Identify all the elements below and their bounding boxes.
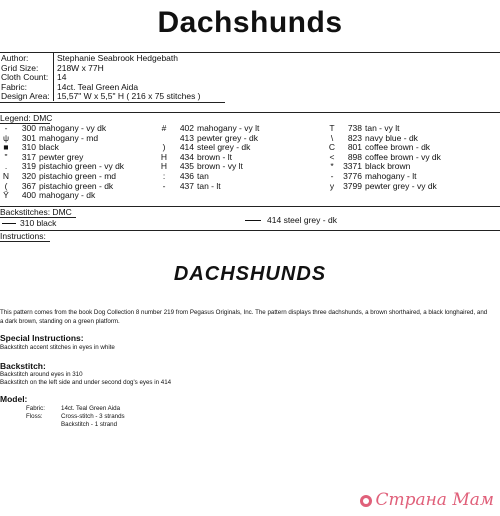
- legend-symbol: <: [329, 151, 335, 162]
- legend-color-name: navy blue - dk: [365, 132, 418, 143]
- legend-number: 3776: [343, 171, 362, 181]
- legend-number: 317: [21, 151, 36, 162]
- legend-item: [0, 191, 95, 201]
- info-label: Grid Size:: [1, 62, 39, 73]
- legend-number: 898: [347, 151, 362, 162]
- legend-number: 413: [179, 132, 194, 143]
- legend-color-name: mahogany - dk: [39, 190, 96, 201]
- legend-symbol: -: [4, 123, 8, 133]
- backstitch-num: 414: [267, 215, 282, 225]
- watermark: [360, 490, 494, 510]
- info-value: 15,57" W x 5,5" H ( 216 x 75 stitches ): [57, 91, 201, 101]
- legend-symbol: \: [330, 132, 334, 143]
- legend-number: 400: [21, 190, 36, 201]
- legend-number: 367: [21, 180, 36, 191]
- legend-number: 301: [21, 132, 36, 143]
- legend-color-name: black brown: [365, 161, 411, 172]
- legend-color-name: mahogany - vy dk: [39, 123, 107, 133]
- backstitch-item: [2, 219, 56, 229]
- legend-symbol: :: [162, 171, 166, 181]
- legend-item: [326, 182, 437, 192]
- backstitch-num: 310: [20, 218, 35, 228]
- legend-number: 3371: [343, 161, 362, 172]
- model-floss-label: Floss:: [26, 413, 43, 420]
- legend-symbol: *: [330, 161, 334, 172]
- instructions-label: Instructions:: [0, 231, 46, 241]
- legend-number: 738: [347, 123, 362, 133]
- model-fabric-label: Fabric:: [26, 405, 45, 412]
- legend-color-name: mahogany - lt: [365, 171, 417, 181]
- info-value: 14ct. Teal Green Aida: [57, 81, 139, 92]
- page-title: Dachshunds: [157, 6, 343, 39]
- legend-symbol: ψ: [2, 132, 10, 143]
- legend-symbol: H: [160, 161, 168, 172]
- legend-symbol: ): [162, 142, 166, 153]
- special-instructions-heading: Special Instructions:: [0, 333, 84, 343]
- legend-color-name: mahogany - md: [39, 132, 99, 143]
- legend-number: 435: [179, 161, 194, 172]
- divider: [0, 230, 500, 231]
- model-heading: Model:: [0, 394, 28, 404]
- legend-color-name: black: [39, 142, 59, 153]
- legend-symbol: #: [161, 123, 167, 133]
- legend-color-name: brown - lt: [197, 151, 232, 162]
- line-swatch: [2, 223, 16, 224]
- legend-symbol: ": [4, 151, 8, 162]
- legend-symbol: .: [4, 161, 8, 172]
- legend-color-name: brown - vy lt: [197, 161, 243, 172]
- legend-symbol: Ÿ: [3, 190, 9, 201]
- backstitch-item: [245, 216, 337, 226]
- backstitch-name: black: [36, 218, 57, 228]
- legend-color-name: mahogany - vy lt: [197, 123, 260, 133]
- legend-number: 300: [21, 123, 36, 133]
- info-label: Author:: [1, 53, 29, 63]
- legend-color-name: pewter grey: [39, 151, 84, 162]
- legend-label: Legend: DMC: [0, 113, 53, 123]
- info-label: Fabric:: [1, 81, 27, 92]
- legend-symbol: -: [162, 180, 166, 191]
- legend-color-name: coffee brown - vy dk: [365, 151, 441, 162]
- info-value: Stephanie Seabrook Hedgebath: [57, 53, 178, 63]
- info-label: Cloth Count:: [1, 72, 49, 82]
- backstitch-name: steel grey - dk: [283, 215, 337, 225]
- legend-symbol: C: [328, 142, 336, 153]
- legend-color-name: coffee brown - dk: [365, 142, 431, 153]
- legend-symbol: -: [330, 171, 334, 181]
- legend-color-name: pewter grey - vy dk: [365, 180, 437, 191]
- divider: [0, 112, 500, 113]
- backstitch-heading: Backstitch:: [0, 361, 46, 371]
- legend-color-name: tan - vy lt: [365, 123, 400, 133]
- model-floss-value: Backstitch - 1 strand: [61, 421, 118, 428]
- legend-symbol: y: [329, 180, 335, 191]
- legend-symbol: T: [329, 123, 335, 133]
- legend-number: 436: [179, 171, 194, 181]
- divider: [0, 102, 225, 103]
- divider: [0, 241, 50, 242]
- legend-color-name: pistachio green - vy dk: [39, 161, 125, 172]
- legend-number: 402: [179, 123, 194, 133]
- legend-number: 3799: [343, 180, 362, 191]
- flower-icon: [360, 495, 372, 507]
- special-instructions-text: Backstitch accent stitches in eyes in white: [0, 344, 115, 351]
- legend-number: 823: [347, 132, 362, 143]
- legend-symbol: H: [160, 151, 168, 162]
- document-heading: DACHSHUNDS: [173, 263, 327, 285]
- legend-color-name: tan - lt: [197, 180, 221, 191]
- legend-item: [158, 182, 221, 192]
- legend-number: 434: [179, 151, 194, 162]
- model-fabric-value: 14ct. Teal Green Aida: [61, 405, 121, 412]
- legend-number: 437: [179, 180, 194, 191]
- backstitches-label: Backstitches: DMC: [0, 207, 72, 217]
- info-label: Design Area:: [1, 91, 50, 101]
- intro-paragraph: This pattern comes from the book Dog Collection 8 number 219 from Pegasus Originals, Inc. The pattern displays three dachshunds, a brown shorthaired, a black longhaired, and a dark brown, standing on a green platform.: [0, 309, 488, 325]
- model-floss-value: Cross-stitch - 3 strands: [61, 413, 125, 420]
- legend-number: 801: [347, 142, 362, 153]
- legend-number: 414: [179, 142, 194, 153]
- watermark-text: Страна Мам: [375, 490, 494, 510]
- info-value: 14: [57, 72, 67, 82]
- legend-symbol: (: [4, 180, 8, 191]
- legend-color-name: pewter grey - dk: [197, 132, 258, 143]
- backstitch-line: Backstitch on the left side and under second dog's eyes in 414: [0, 379, 172, 386]
- info-value: 218W x 77H: [57, 62, 104, 73]
- divider: [0, 206, 500, 207]
- legend-color-name: tan: [197, 171, 209, 181]
- legend-color-name: steel grey - dk: [197, 142, 251, 153]
- legend-number: 320: [21, 171, 36, 181]
- legend-number: 310: [21, 142, 36, 153]
- legend-number: 319: [21, 161, 36, 172]
- line-swatch: [245, 220, 261, 221]
- backstitch-line: Backstitch around eyes in 310: [0, 371, 83, 378]
- legend-symbol: N: [2, 171, 10, 181]
- legend-symbol: ■: [3, 142, 9, 153]
- legend-color-name: pistachio green - md: [39, 171, 117, 181]
- legend-color-name: pistachio green - dk: [39, 180, 114, 191]
